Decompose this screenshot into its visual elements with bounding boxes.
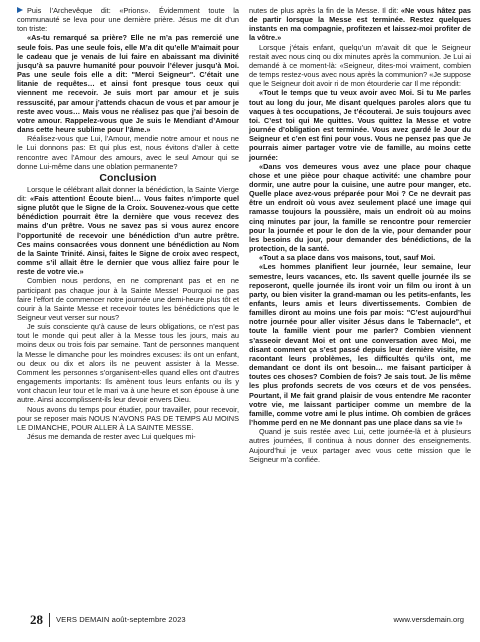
paragraph: nutes de plus après la fin de la Messe. Il dit: «Ne vous hâtez pas de partir lorsque la Messe est terminée. Restez quelques instants en ma compagnie, profitezen et laissez-moi profiter de la vôtre.» [249,6,471,43]
footer-divider [49,613,50,627]
paragraph: Lorsque le célébrant allait donner la bénédiction, la Sainte Vierge dit: «Fais attention! Écoute bien!… Vous faites n’importe quel signe plutôt que le Signe de la Croix. Souvenez-vous que cette bénédiction pourrait être la dernière que vous recevez des mains d’un prêtre. Vous ne savez pas si vous aurez encore l’opportunité de recevoir une bénédiction d’un autre prêtre. Ces mains consacrées vous donnent une bénédiction au Nom de la Sainte Trinité. Ainsi, faites le Signe de croix avec respect, comme s’il allait être le dernier que vous alliez faire pour le reste de votre vie.» [17,184,239,277]
paragraph: Quand je suis restée avec Lui, cette journée-là et à plusieurs autres journées, Il continua à nous donner des enseignements. Aujourd’hui je veux partager avec vous cette mission que le Seigneur m’a confiée. [249,427,471,464]
paragraph: Puis l’Archevêque dit: «Prions». Évidemment toute la communauté se leva pour une dernière prière. Jésus me dit d’un ton triste: [17,6,239,34]
right-column [249,6,471,464]
paragraph: Lorsque j’étais enfant, quelqu’un m’avait dit que le Seigneur restait avec nous cinq ou dix minutes après la communion. Je Lui ai demandé à ce moment-là: «Seigneur, dites-moi vraiment, combien de temps restez-vous avec nous après la communion? «Je suppose que le Seigneur doit avoir ri de mon étourderie car Il me répondit: [249,42,471,89]
website-link[interactable]: www.versdemain.org [393,615,464,624]
paragraph: Combien nous perdons, en ne comprenant pas et en ne participant pas chaque jour à la Sainte Messe! Pourquoi ne pas faire l’effort de commencer notre journée une demi-heure plus tôt et courir à la Sainte Messe et recevoir toutes les bénédictions que le Seigneur veut verser sur nous? [17,276,239,322]
magazine-name: VERS DEMAIN [56,615,110,624]
quote-paragraph: «Tout a sa place dans vos maisons, tout, sauf Moi. [259,253,436,263]
paragraph: Réalisez-vous que Lui, l’Amour, mendie notre amour et nous ne le Lui donnons pas: Et qui plus est, nous évitons d’aller à cette rencontre avec l’Amour des amours, avec le seul Amour qui se donne Lui-même dans une oblation permanente? [17,134,239,171]
section-heading: Conclusion [99,171,157,184]
quote-paragraph: «As-tu remarqué sa prière? Elle ne m’a pas remercié une seule fois. Pas une seule fois, elle M’a dit qu’elle M’aimait pour le cadeau que je venais de lui faire en abaissant ma divinité jusqu’à sa pauvre humanité pour pouvoir l’élever jusqu’à Moi. Pas une seule fois elle a dit: "Merci Seigneur". C’était une litanie de requêtes… et ainsi font presque tous ceux qui viennent me recevoir. Je suis mort par amour et je suis ressuscité, par amour j’attends chacun de vous et par amour je reste avec vous… Mais vous ne réalisez pas que j’ai besoin de votre amour. Rappelez-vous que Je suis le Mendiant d’Amour dans cette heure sublime pour l’âme.» [17,33,239,135]
issue-date: août-septembre 2023 [111,615,186,624]
paragraph: Je suis consciente qu’à cause de leurs obligations, ce n’est pas tout le monde qui peut aller à la Messe tous les jours, mais au moins deux ou trois fois par semaine. Tant de personnes manquent la Messe le dimanche pour les moindres excuses: ils ont un enfant, ou deux ou dix et alors ils ne peuvent assister à la Messe. Comment les personnes s’organisent-elles quand elles ont d’autres engagements importants: Ils amènent tous leurs enfants ou ils y vont chacun leur tour et le mari va à une heure et son épouse à une autre. Ainsi accomplissent-ils leur devoir envers Dieu. [17,322,239,405]
left-column [17,6,239,441]
page-footer [0,612,480,634]
arrow-bullet-icon [17,7,23,13]
page-number: 28 [30,612,43,627]
quote-paragraph: «Les hommes planifient leur journée, leur semaine, leur semestre, leurs vacances, etc. Ils savent quelle journée ils se reposeront, quelle journée ils iront voir un film ou iront à un party, ou bien visiter la grand-maman ou les petits-enfants, les enfants, leurs amis et leurs divertissements. Combien de familles diront au moins une fois par mois: "C’est aujourd’hui notre journée pour aller visiter Jésus dans le Tabernacle", et toute la famille vient pour me parler? Combien viennent s’asseoir devant Moi et ont une conversation avec Moi, me disant comment ça s’est passé depuis leur dernière visite, me racontant leurs problèmes, les difficultés qu’ils ont, me demandant ce dont ils ont besoin… me faisant participer à toutes ces choses? Combien de fois? Je sais tout. Je lis même les plus profonds secrets de vos cœurs et de vos pensées. Pourtant, il Me fait grand plaisir de vous entendre Me raconter votre vie, me laissant participer comme un membre de la famille, comme votre ami le plus intime. Oh combien de grâces l’homme perd en ne Me donnant pas une place dans sa vie !» [249,262,471,428]
paragraph: Jésus me demanda de rester avec Lui quelques mi- [27,432,196,442]
magazine-info [56,615,186,624]
quote-paragraph: «Tout le temps que tu veux avoir avec Moi. Si tu Me parles tout au long du jour, Me disant quelques paroles alors que tu vaques à tes occupations, Je t’écouterai. Je suis toujours avec toi. C’est toi qui Me quittes. Vous quittez la Messe et votre journée d’obligation est terminée. Vous avez gardé le Jour du Seigneur et c’en est fini pour vous. Vous ne pensez pas que Je pourrais aimer partager votre vie de famille, au moins cette journée: [249,88,471,162]
paragraph: Nous avons du temps pour étudier, pour travailler, pour recevoir, pour se reposer mais NOUS N’AVONS PAS DE TEMPS AU MOINS LE DIMANCHE, POUR ALLER À LA SAINTE MESSE. [17,404,239,432]
quote-paragraph: «Dans vos demeures vous avez une place pour chaque chose et une pièce pour chaque activité: une chambre pour dormir, une autre pour la cuisine, une autre pour manger, etc. Quelle place avez-vous préparée pour Moi ? Ce ne devrait pas être un endroit où vous avez seulement placé une image qui ramasse toujours la poussière, mais un endroit où au moins cinq minutes par jour, la famille se rencontre pour remercier pour la journée et pour le don de la vie, pour demander pour les besoins du jour, pour demander des bénédictions, de la protection, de la santé. [249,161,471,254]
